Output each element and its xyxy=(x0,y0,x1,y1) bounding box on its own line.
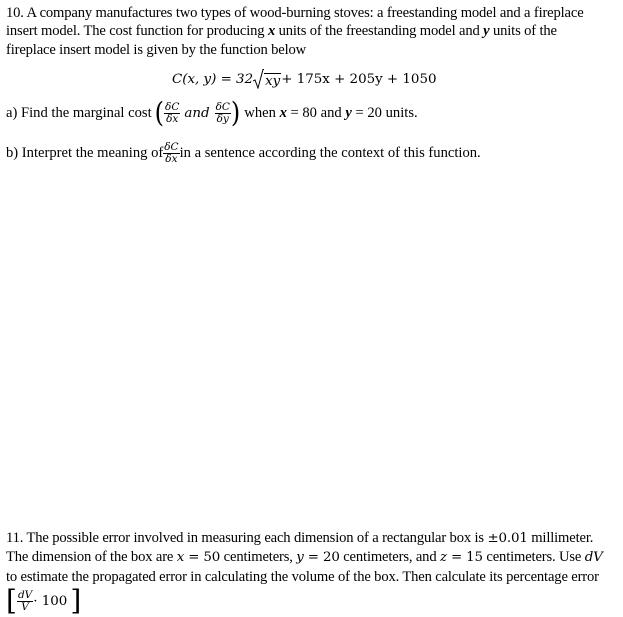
right-paren: ) xyxy=(230,96,241,130)
percentage-error-expression: [ $\frac{dV}{V}$ · 100 ] xyxy=(6,584,82,617)
partial-c-over-partial-x: $\frac{\delta C}{\delta x}$ xyxy=(165,100,180,125)
left-bracket: [ xyxy=(6,584,17,617)
problem-10-line-1: 10. A company manufactures two types of wood-burning stoves: a freestanding model and a fireplace xyxy=(6,5,584,21)
partial-c-over-partial-y: $\frac{\delta C}{\delta y}$ xyxy=(215,100,230,125)
radical-sign xyxy=(253,69,264,89)
part-b: b) Interpret the meaning of $\frac{\delta C}{\delta x}$ in a sentence according the context of this function. xyxy=(6,140,481,165)
cost-function-equation: C(x, y) = 32 xy + 175x + 205y + 1050 xyxy=(172,66,437,92)
problem-11-line-1: 11. The possible error involved in measuring each dimension of a rectangular box is ±0.01 millimeter. xyxy=(6,530,594,546)
problem-10-statement xyxy=(6,4,618,59)
dv-over-v: $\frac{dV}{V}$ xyxy=(17,588,33,613)
problem-11-line-2: The dimension of the box are x = 50 centimeters, y = 20 centimeters, and z = 15 centimeters. Use dV xyxy=(6,549,603,566)
problem-11-statement xyxy=(6,529,618,586)
problem-11-line-3: to estimate the propagated error in calculating the volume of the box. Then calculate its percentage error xyxy=(6,568,599,585)
part-a: a) Find the marginal cost ( $\frac{\delta C}{\delta x}$ and $\frac{\delta C}{\delta y}$ ) when x = 80 and y = 20 units. xyxy=(6,96,418,130)
left-paren: ( xyxy=(154,96,165,130)
square-root: xy xyxy=(253,69,281,89)
equation-rhs: + 175x + 205y + 1050 xyxy=(281,71,437,87)
right-bracket: ] xyxy=(70,584,82,617)
problem-10-line-3: fireplace insert model is given by the function below xyxy=(6,41,307,58)
partial-c-over-partial-x-b: $\frac{\delta C}{\delta x}$ xyxy=(164,140,179,165)
problem-10-line-2: insert model. The cost function for producing x units of the freestanding model and y units of the xyxy=(6,23,557,40)
